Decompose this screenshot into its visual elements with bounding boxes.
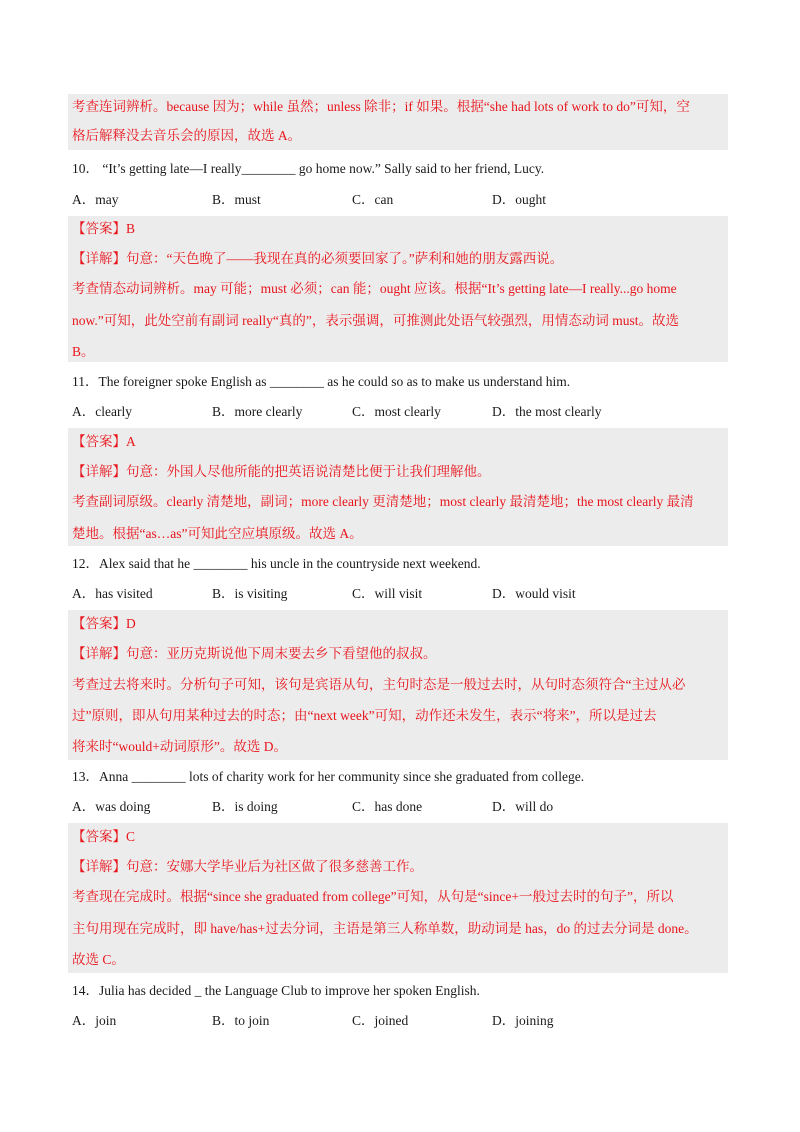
q10-option-b: B．must <box>212 192 261 207</box>
q11-stem: 11．The foreigner spoke English as ________ as he could so as to make us understand him. <box>72 374 571 389</box>
q12-explanation-line: 过”原则，即从句用某种过去的时态；由“next week”可知，动作还未发生，表示“将来”，所以是过去 <box>72 708 657 723</box>
q11-detail: 【详解】句意：外国人尽他所能的把英语说清楚比便于让我们理解他。 <box>72 464 491 479</box>
q12-explanation-line: 考查过去将来时。分析句子可知，该句是宾语从句，主句时态是一般过去时，从句时态须符合“主过从必 <box>72 677 686 692</box>
q13-option-a: A．was doing <box>72 799 151 814</box>
q11-option-a: A．clearly <box>72 404 132 419</box>
q11-explanation-line: 考查副词原级。clearly 清楚地，副词；more clearly 更清楚地；most clearly 最清楚地；the most clearly 最清 <box>72 494 694 509</box>
q13-detail: 【详解】句意：安娜大学毕业后为社区做了很多慈善工作。 <box>72 859 423 874</box>
q13-explanation-line: 考查现在完成时。根据“since she graduated from college”可知，从句是“since+一般过去时的句子”，所以 <box>72 889 674 904</box>
q13-option-d: D．will do <box>492 799 554 814</box>
q13-option-c: C．has done <box>352 799 423 814</box>
q10-detail: 【详解】句意：“天色晚了——我现在真的必须要回家了。”萨利和她的朋友露西说。 <box>72 251 564 266</box>
q13-explanation-line: 故选 C。 <box>72 952 125 967</box>
q11-option-c: C．most clearly <box>352 404 441 419</box>
q10-answer: 【答案】B <box>72 221 136 236</box>
q14-option-c: C．joined <box>352 1013 409 1028</box>
q12-option-a: A．has visited <box>72 586 153 601</box>
q10-stem: 10． “It’s getting late—I really________ go home now.” Sally said to her friend, Lucy. <box>72 161 545 176</box>
q10-explanation-line: 考查情态动词辨析。may 可能；must 必须；can 能；ought 应该。根据“It’s getting late—I really...go home <box>72 281 677 296</box>
q12-explanation-line: 将来时“would+动词原形”。故选 D。 <box>72 739 287 754</box>
q12-detail: 【详解】句意：亚历克斯说他下周末要去乡下看望他的叔叔。 <box>72 646 437 661</box>
q10-option-c: C．can <box>352 192 394 207</box>
q11-option-d: D．the most clearly <box>492 404 602 419</box>
q10-option-d: D．ought <box>492 192 546 207</box>
q13-explanation-line: 主句用现在完成时，即 have/has+过去分词，主语是第三人称单数，助动词是 has，do 的过去分词是 done。 <box>72 921 698 936</box>
q12-answer: 【答案】D <box>72 616 136 631</box>
q13-option-b: B．is doing <box>212 799 278 814</box>
q14-stem: 14．Julia has decided _ the Language Club to improve her spoken English. <box>72 983 480 998</box>
q12-option-c: C．will visit <box>352 586 423 601</box>
q12-option-b: B．is visiting <box>212 586 288 601</box>
q9-explanation-line: 考查连词辨析。because 因为；while 虽然；unless 除非；if 如果。根据“she had lots of work to do”可知，空 <box>72 99 690 114</box>
q14-option-b: B．to join <box>212 1013 270 1028</box>
q11-option-b: B．more clearly <box>212 404 303 419</box>
q11-answer: 【答案】A <box>72 434 136 449</box>
q14-option-a: A．join <box>72 1013 117 1028</box>
q13-answer: 【答案】C <box>72 829 136 844</box>
q10-explanation-line: now.”可知，此处空前有副词 really“真的”，表示强调，可推测此处语气较强烈，用情态动词 must。故选 <box>72 313 679 328</box>
q12-stem: 12．Alex said that he ________ his uncle in the countryside next weekend. <box>72 556 481 571</box>
q10-option-a: A．may <box>72 192 119 207</box>
q14-option-d: D．joining <box>492 1013 554 1028</box>
q13-stem: 13．Anna ________ lots of charity work for her community since she graduated from college. <box>72 769 585 784</box>
q10-explanation-line: B。 <box>72 344 95 359</box>
q11-explanation-line: 楚地。根据“as…as”可知此空应填原级。故选 A。 <box>72 526 363 541</box>
q9-explanation-line: 格后解释没去音乐会的原因，故选 A。 <box>72 128 302 143</box>
q12-option-d: D．would visit <box>492 586 576 601</box>
